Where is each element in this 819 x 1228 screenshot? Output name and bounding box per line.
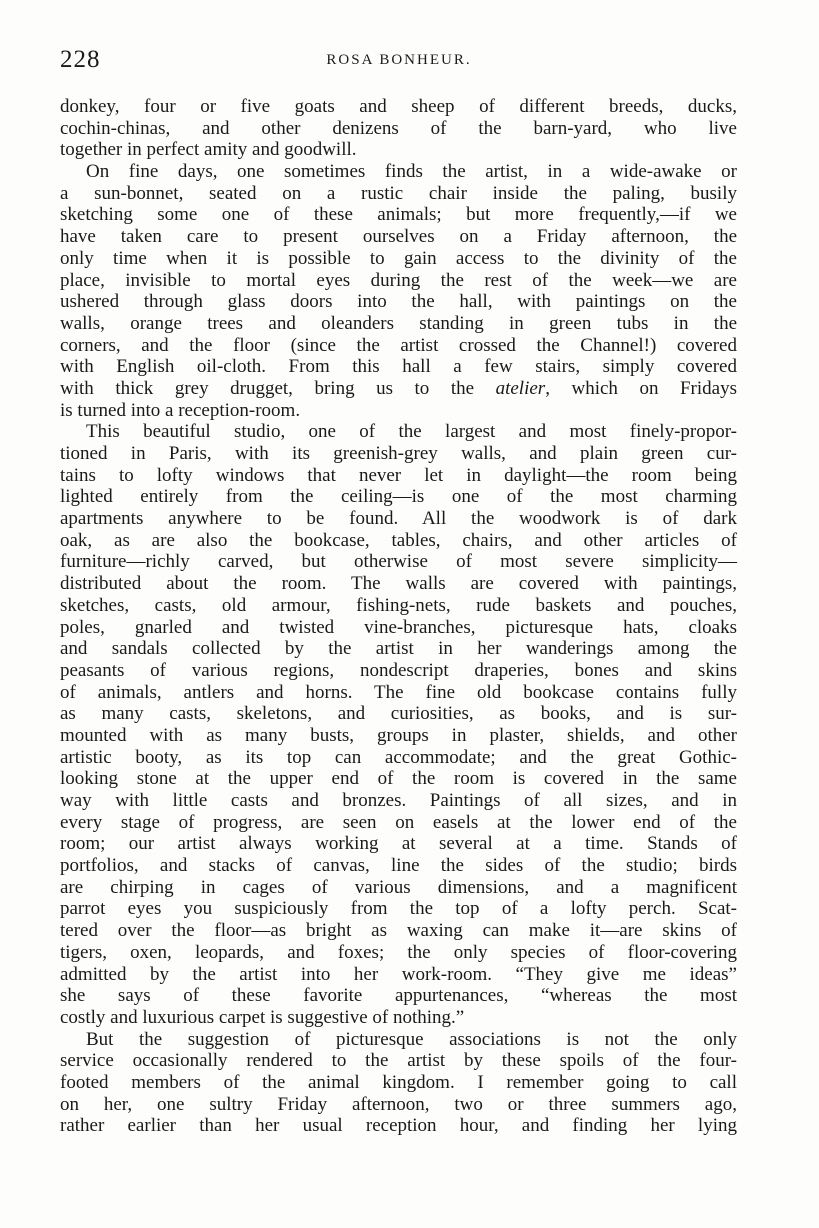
text-line: tigers, oxen, leopards, and foxes; the only species of floor-covering <box>60 941 737 963</box>
text-line: tioned in Paris, with its greenish-grey walls, and plain green cur- <box>60 443 737 464</box>
text-line: cochin-chinas, and other denizens of the barn-yard, who live <box>60 117 737 139</box>
text-line: she says of these favorite appurtenances, “whereas the most <box>60 985 737 1007</box>
text-line: mounted with as many busts, groups in plaster, shields, and other <box>60 724 737 746</box>
text-line: looking stone at the upper end of the room is covered in the same <box>60 768 737 790</box>
text-line: parrot eyes you suspiciously from the top of a lofty perch. Scat- <box>60 898 737 920</box>
text-line: rather earlier than her usual reception hour, and finding her lying <box>60 1115 737 1137</box>
text-line: a sun-bonnet, seated on a rustic chair inside the paling, busily <box>60 182 737 204</box>
text-run: , which on Fridays <box>545 377 737 399</box>
text-line: This beautiful studio, one of the largest and most finely-propor- <box>86 421 737 443</box>
text-line: footed members of the animal kingdom. I remember going to call <box>60 1071 737 1093</box>
italic-word-atelier: atelier <box>495 377 546 399</box>
text-line: apartments anywhere to be found. All the woodwork is of dark <box>60 508 737 530</box>
text-line: are chirping in cages of various dimensions, and a magnificent <box>60 876 737 898</box>
text-line: lighted entirely from the ceiling—is one of the most charming <box>60 486 737 508</box>
text-line: on her, one sultry Friday afternoon, two or three summers ago, <box>60 1093 737 1115</box>
running-head <box>60 46 738 80</box>
text-line: portfolios, and stacks of canvas, line the sides of the studio; birds <box>60 855 737 877</box>
text-line: admitted by the artist into her work-room. “They give me ideas” <box>60 963 737 985</box>
text-line: distributed about the room. The walls are covered with paintings, <box>60 573 737 595</box>
page-number: 228 <box>60 46 101 73</box>
text-line: is turned into a reception-room. <box>60 399 301 421</box>
text-line: peasants of various regions, nondescript draperies, bones and skins <box>60 659 737 681</box>
text-line: with English oil-cloth. From this hall a few stairs, simply covered <box>60 356 737 378</box>
text-line: poles, gnarled and twisted vine-branches, picturesque hats, cloaks <box>60 616 737 638</box>
text-line: place, invisible to mortal eyes during the rest of the week—we are <box>60 269 737 291</box>
text-line: donkey, four or five goats and sheep of different breeds, ducks, <box>60 96 737 117</box>
text-line: costly and luxurious carpet is suggestive of nothing.” <box>60 1006 465 1028</box>
text-line: sketching some one of these animals; but more frequently,—if we <box>60 204 737 226</box>
text-line: together in perfect amity and goodwill. <box>60 139 357 161</box>
text-line: every stage of progress, are seen on easels at the lower end of the <box>60 811 737 833</box>
text-line: sketches, casts, old armour, fishing-nets, rude baskets and pouches, <box>60 594 737 616</box>
text-line: and sandals collected by the artist in her wanderings among the <box>60 638 737 660</box>
text-line: room; our artist always working at several at a time. Stands of <box>60 833 737 855</box>
text-line: ushered through glass doors into the hall, with paintings on the <box>60 291 737 313</box>
text-line: only time when it is possible to gain access to the divinity of the <box>60 247 737 269</box>
text-line: of animals, antlers and horns. The fine old bookcase contains fully <box>60 681 737 703</box>
text-run: with thick grey drugget, bring us to the <box>60 377 496 399</box>
text-line: walls, orange trees and oleanders standing in green tubs in the <box>60 312 737 334</box>
text-line: have taken care to present ourselves on a Friday afternoon, the <box>60 226 737 248</box>
text-line: as many casts, skeletons, and curiosities, as books, and is sur- <box>60 703 737 725</box>
body-text <box>60 96 737 1137</box>
text-line: service occasionally rendered to the artist by these spoils of the four- <box>60 1050 737 1072</box>
text-line: way with little casts and bronzes. Paintings of all sizes, and in <box>60 790 737 811</box>
text-line: tered over the floor—as bright as waxing can make it—are skins of <box>60 920 737 942</box>
running-title: ROSA BONHEUR. <box>326 52 472 68</box>
text-line: But the suggestion of picturesque associations is not the only <box>86 1028 737 1050</box>
text-line: tains to lofty windows that never let in daylight—the room being <box>60 464 737 486</box>
text-line: corners, and the floor (since the artist crossed the Channel!) covered <box>60 334 737 356</box>
text-line: furniture—richly carved, but otherwise of most severe simplicity— <box>60 551 737 573</box>
text-line: oak, as are also the bookcase, tables, chairs, and other articles of <box>60 529 737 551</box>
text-line-with-italic <box>60 378 737 400</box>
text-line: On fine days, one sometimes finds the artist, in a wide-awake or <box>86 161 737 183</box>
text-line: artistic booty, as its top can accommodate; and the great Gothic- <box>60 746 737 768</box>
